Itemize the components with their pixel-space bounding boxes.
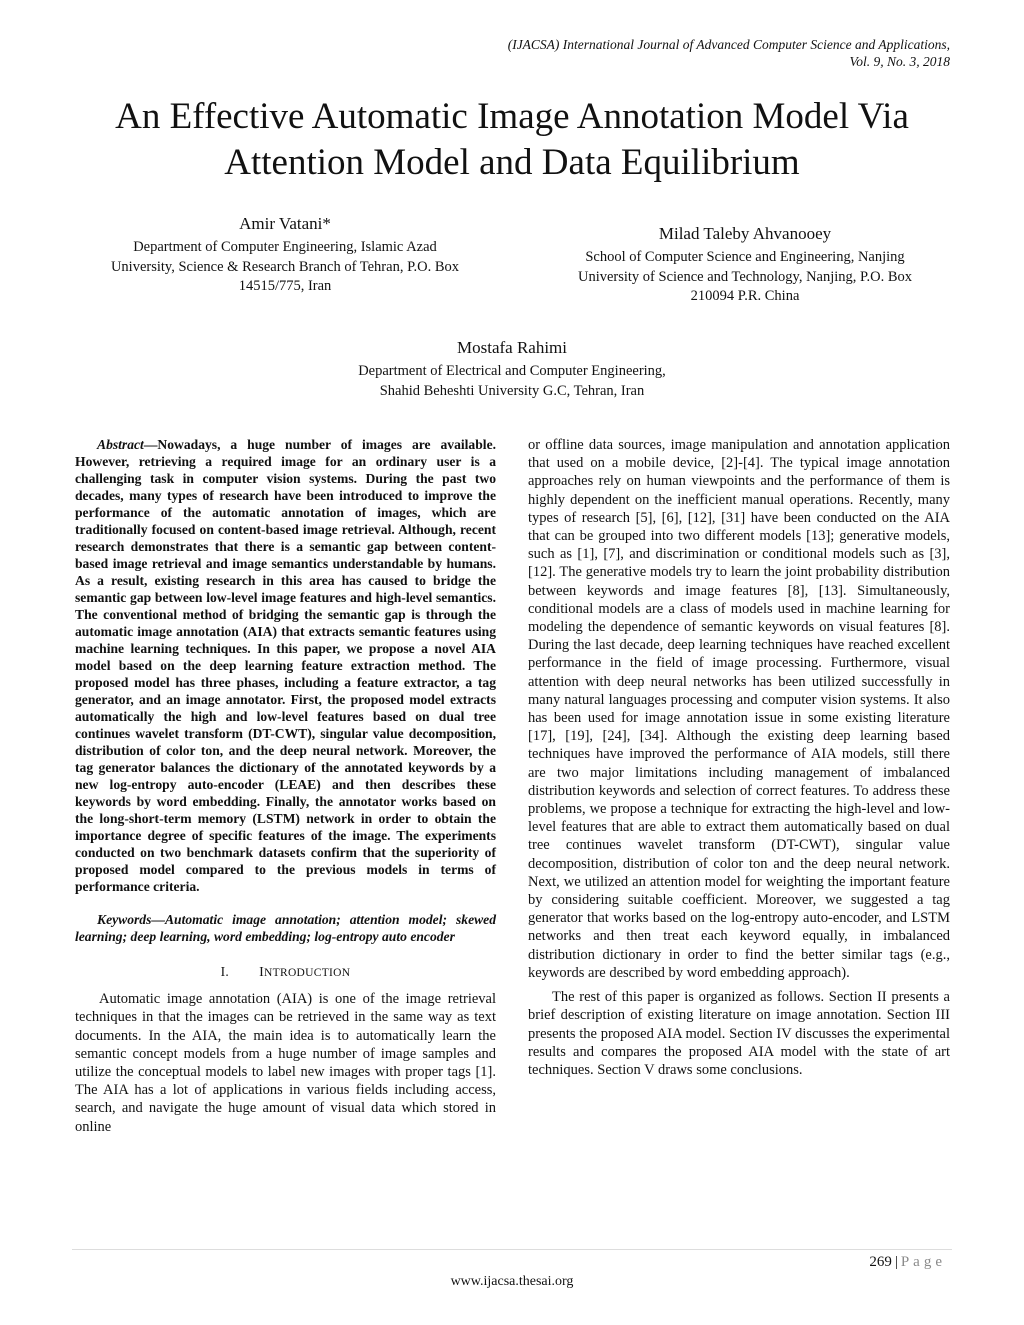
section-heading-introduction <box>75 963 496 982</box>
journal-url: www.ijacsa.thesai.org <box>450 1274 574 1289</box>
intro-paragraph-2: The rest of this paper is organized as follows. Section II presents a brief description of existing literature on image annotation. Section III presents the proposed AIA model. Section IV discusses the experimental results and compares the proposed AIA model with the state of art techniques. Section V draws some conclusions. <box>528 989 950 1078</box>
title-line-2: Attention Model and Data Equilibrium <box>224 142 800 183</box>
keywords-label: Keywords <box>97 912 152 927</box>
journal-name: (IJACSA) International Journal of Advanced Computer Science and Applications, <box>507 37 950 52</box>
page-number-value: 269 <box>869 1254 892 1270</box>
keywords-dash: — <box>151 912 165 927</box>
page-number-separator: | <box>894 1254 898 1270</box>
author-affiliation-line: University, Science & Research Branch of Tehran, P.O. Box <box>110 258 460 275</box>
author-name: Amir Vatani* <box>239 214 331 233</box>
abstract <box>75 436 496 895</box>
author-affiliation-line: Department of Computer Engineering, Islamic Azad <box>133 239 437 255</box>
author-name: Milad Taleby Ahvanooey <box>658 224 832 243</box>
author-affiliation-line: Department of Electrical and Computer Engineering, <box>358 363 666 379</box>
page-number <box>869 1254 946 1271</box>
author-block-1 <box>70 212 500 297</box>
abstract-dash: — <box>143 437 158 452</box>
footer-divider <box>72 1249 952 1250</box>
author-affiliation-line: School of Computer Science and Engineering, Nanjing <box>585 249 905 265</box>
intro-paragraph-1: Automatic image annotation (AIA) is one of the image retrieval techniques in that the images can be retrieved in the same way as text documents. In the AIA, the main idea is to automatically learn the semantic concept models from a huge number of image samples and utilize the conceptual models to label new images with proper tags [1]. The AIA has a lot of applications in various fields including access, search, and navigate the huge amount of visual data which stored in online <box>75 991 496 1135</box>
author-block-3 <box>262 336 762 401</box>
intro-paragraph-1-continued: or offline data sources, image manipulation and annotation application that used on a mobile device, [2]-[4]. The typical image annotation approaches rely on human viewpoints and the performance of them is highly dependent on the inefficient manual operations. Recently, many types of research [5], [6], [12], [31] have been conducted on the AIA that can be grouped into two different models [13]; generative models, such as [1], [7], and discrimination or conditional models such as [3], [12]. The generative models try to learn the joint probability distribution between keywords and image features [8], [13]. Simultaneously, conditional models are a class of models used in machine learning for modeling the dependence of semantic keywords on visual features [8]. During the last decade, deep learning techniques have reached excellent performance in the field of image processing. Furthermore, visual attention with deep neural networks has been utilized successfully in many natural languages processing and computer vision systems. It also has been used for image annotation issue in some existing literature [17], [19], [24], [34]. Although the existing deep learning based techniques have improved the performance of AIA models, still there are two major limitations including management of imbalanced distribution keywords and selection of correct features. To address these problems, we propose a technique for extracting the high-level and low-level features that are able to extract them automatically based on dual tree continues wavelet transform (DT-CWT), singular value decomposition, distribution of color ton and the deep neural network. Next, we utilized an attention model for weighting the important feature by considering suitable coefficient. Moreover, we suggested a tag generator that works based on the log-entropy auto-encoder, and LSTM networks and then treat each keyword equally, in imbalanced distribution dictionary in order to find the better similar tags (e.g., keywords are described by word embedding approach). <box>528 437 950 981</box>
journal-header <box>508 36 950 70</box>
keywords-text: Automatic image annotation; attention model; skewed learning; deep learning, word embedding; log-entropy auto encoder <box>75 912 496 944</box>
author-affiliation-line: Shahid Beheshti University G.C, Tehran, Iran <box>379 382 645 399</box>
author-block-2 <box>530 222 960 307</box>
author-affiliation-line: 210094 P.R. China <box>690 288 800 304</box>
abstract-text: Nowadays, a huge number of images are available. However, retrieving a required image for an ordinary user is a challenging task in computer vision systems. During the past two decades, many types of research have been introduced to improve the performance of the automatic annotation of images, which are traditionally focused on content-based image retrieval. Although, recent research demonstrates that there is a semantic gap between content-based image retrieval and image semantics understandable by humans. As a result, existing research in this area has caused to bridge the semantic gap between low-level image features and high-level semantics. The conventional method of bridging the semantic gap is through the automatic image annotation (AIA) that extracts semantic features using machine learning techniques. In this paper, we propose a novel AIA model based on the deep learning feature extraction method. The proposed model has three phases, including a feature extractor, a tag generator, and an image annotator. First, the proposed model extracts automatically the high and low-level features based on dual tree continues wavelet transform (DT-CWT), singular value decomposition, distribution of color ton, and the deep neural network. Moreover, the tag generator balances the dictionary of the annotated keywords by a new log-entropy auto-encoder (LEAE) and then describes these keywords by word embedding. Finally, the annotator works based on the long-short-term memory (LSTM) network in order to obtain the importance degree of specific features of the image. The experiments conducted on two benchmark datasets confirm that the superiority of proposed model compared to the previous models in terms of performance criteria. <box>75 437 496 894</box>
author-affiliation-line: University of Science and Technology, Nanjing, P.O. Box <box>577 268 913 285</box>
author-affiliation-line: 14515/775, Iran <box>238 278 332 294</box>
author-name: Mostafa Rahimi <box>456 338 567 357</box>
page-label: Page <box>900 1254 946 1270</box>
paper-title <box>40 94 984 186</box>
keywords <box>75 911 496 945</box>
abstract-label: Abstract <box>97 437 144 452</box>
right-column <box>528 436 950 1079</box>
section-title-initial: I <box>259 965 265 980</box>
title-line-1: An Effective Automatic Image Annotation Model Via <box>115 96 909 137</box>
section-number: I. <box>220 964 230 979</box>
section-title-rest: NTRODUCTION <box>264 967 351 979</box>
journal-volume: Vol. 9, No. 3, 2018 <box>849 54 950 69</box>
left-column <box>75 436 496 1136</box>
